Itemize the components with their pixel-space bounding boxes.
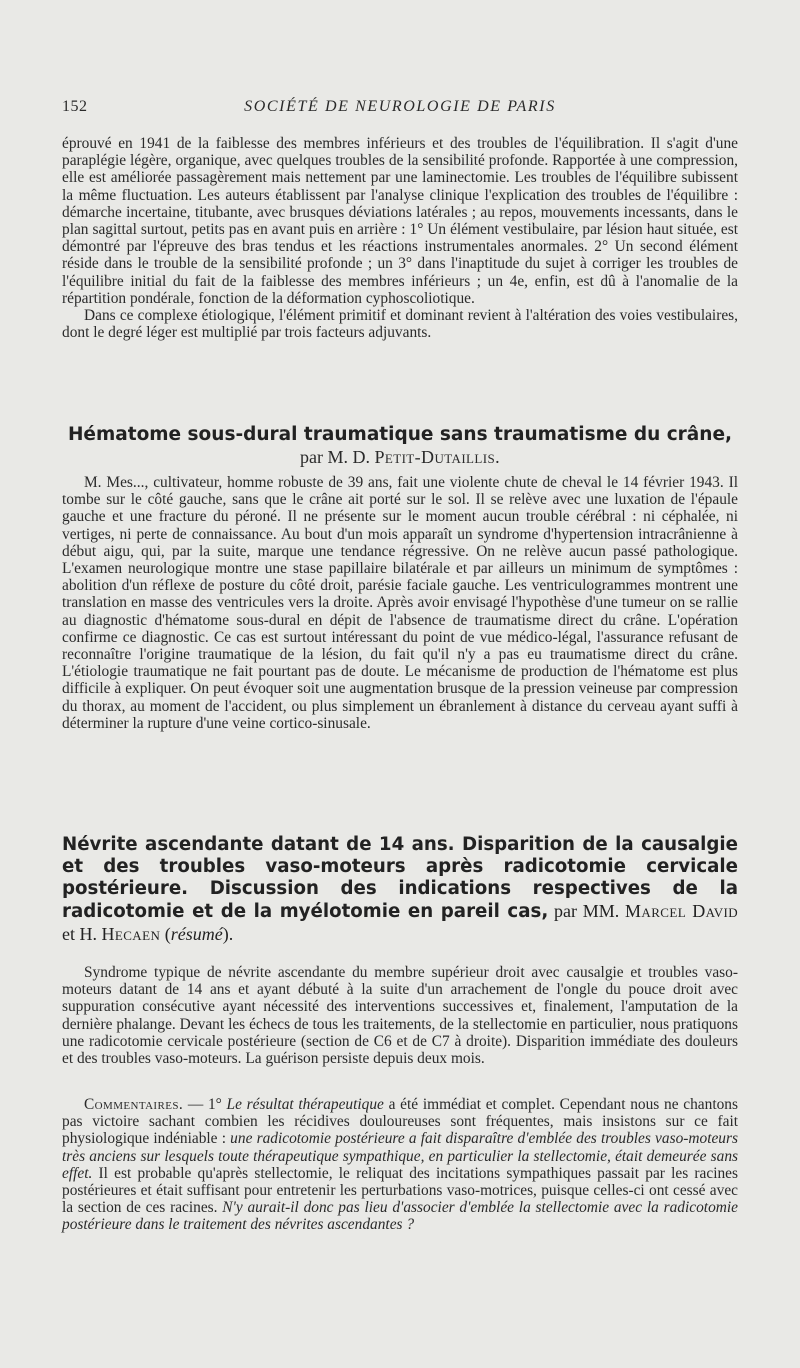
article-body <box>62 964 738 1067</box>
byline-prefix: par MM. <box>548 901 626 921</box>
running-head <box>62 98 738 122</box>
commentary <box>62 1096 738 1234</box>
resume-note: résumé <box>170 924 223 944</box>
article-byline <box>62 446 738 468</box>
text-run: Il est probable qu'après stellectomie, le reliquat des incitations sympathiques passait par les racines postérieures et était suffisant pour entretenir les perturbations vaso-motrices, puisque celles-ci ont cessé avec la section de ces racines. <box>62 1164 738 1217</box>
article-title-text: Névrite ascendante datant de 14 ans. Disparition de la causalgie et des troubles vaso-moteurs après radicotomie cervicale postérieure. Discussion des indications respectives de la radicotomie et de la myélotomie en pareil cas, <box>62 834 738 922</box>
text-run-italic: Le résultat thérapeutique <box>226 1096 384 1113</box>
paragraph: Syndrome typique de névrite ascendante du membre supérieur droit avec causalgie et troubles vaso-moteurs datant de 14 ans et ayant débuté à la suite d'un arrachement de l'ongle du pouce droit avec suppuration consécutive ayant nécessité des interventions successives et, finalement, l'amputation de la dernière phalange. Devant les échecs de tous les traitements, de la stellectomie en particulier, nous pratiquons une radicotomie cervicale postérieure (section de C6 et de C7 à droite). Disparition immédiate des douleurs et des troubles vaso-moteurs. La guérison persiste depuis deux mois. <box>62 964 738 1068</box>
article-title: Hématome sous-dural traumatique sans traumatisme du crâne, <box>67 424 733 445</box>
text-run: — 1° <box>183 1096 227 1113</box>
article-title <box>62 834 738 946</box>
journal-title: SOCIÉTÉ DE NEUROLOGIE DE PARIS <box>244 98 556 115</box>
commentary-label: Commentaires. <box>84 1096 184 1113</box>
paragraph: éprouvé en 1941 de la faiblesse des membres inférieurs et des troubles de l'équilibration. Il s'agit d'une paraplégie légère, organique, avec quelques troubles de la sensibilité profonde. Rapportée à une compression, elle est améliorée passagèrement mais nettement par une laminectomie. Les troubles de l'équilibre subissent la même fluctuation. Les auteurs établissent par l'analyse clinique l'explication des troubles de l'équilibre : démarche incertaine, titubante, avec brusques déviations latérales ; au repos, mouvements incessants, dans le plan sagittal surtout, petits pas en avant puis en arrière : 1° Un élément vestibulaire, par lésion haut située, est démontré par l'épreuve des bras tendus et les réactions instrumentales anormales. 2° Un second élément réside dans le trouble de la sensibilité profonde ; un 3° dans l'inaptitude du sujet à corriger les troubles de l'équilibre initial du fait de la faiblesse des membres inférieurs ; un 4e, enfin, est dû à l'anomalie de la répartition pondérale, fonction de la déformation cyphoscoliotique. <box>62 135 738 307</box>
byline-prefix: par M. D. <box>299 447 375 467</box>
byline-and: et H. <box>62 924 102 944</box>
author-name: Petit-Dutaillis. <box>374 447 500 467</box>
text-run-italic: une radicotomie postérieure a fait disparaître d'emblée des troubles vaso-moteurs très anciens sur lesquels toute thérapeutique sympathique, en particulier la stellectomie, était demeurée sans effet. <box>62 1130 738 1182</box>
continuation-text <box>62 135 738 341</box>
page-number: 152 <box>62 98 88 115</box>
author-name: Hecaen <box>101 924 161 944</box>
text-run: a été immédiat et complet. Cependant nous ne chantons pas victoire sachant combien les récidives douloureuses sont fréquentes, mais insistons sur ce fait physiologique indéniable : <box>62 1096 738 1148</box>
article-body <box>62 474 738 732</box>
paragraph: M. Mes..., cultivateur, homme robuste de 39 ans, fait une violente chute de cheval le 14 février 1943. Il tombe sur le côté gauche, sans que le crâne ait porté sur le sol. Il se relève avec une luxation de l'épaule gauche et une fracture du péroné. Il ne présente sur le moment aucun trouble cérébral : ni céphalée, ni vertiges, ni perte de connaissance. Au bout d'un mois apparaît un syndrome d'hypertension intracrânienne à début aigu, qui, par la suite, marque une tendance régressive. On ne relève aucun passé pathologique. L'examen neurologique montre une stase papillaire bilatérale et par ailleurs un minimum de symptômes : abolition d'un réflexe de posture du côté droit, parésie faciale gauche. Les ventriculogrammes montrent une translation en masse des ventricules vers la droite. Après avoir envisagé l'hypothèse d'une tumeur on se rallie au diagnostic d'hématome sous-dural en dépit de l'absence de traumatisme direct du crâne. L'opération confirme ce diagnostic. Ce cas est surtout intéressant du point de vue médico-légal, l'assurance refusant de reconnaître l'origine traumatique de la lésion, du fait qu'il n'y a pas eu traumatisme direct du crâne. L'étiologie traumatique ne fait pourtant pas de doute. Le mécanisme de production de l'hématome est plus difficile à expliquer. On peut évoquer soit une augmentation brusque de la pression veineuse par compression du thorax, au moment de l'accident, ou plus simplement un ébranlement à distance du cerveau ayant suffi à déterminer la rupture d'une veine cortico-sinusale. <box>62 474 738 732</box>
article-byline: par MM. Marcel David et H. Hecaen (résumé). <box>62 901 739 944</box>
author-name: Marcel David <box>625 901 739 921</box>
paragraph <box>62 1096 738 1234</box>
paragraph: Dans ce complexe étiologique, l'élément primitif et dominant revient à l'altération des voies vestibulaires, dont le degré léger est multiplié par trois facteurs adjuvants. <box>62 307 738 342</box>
text-run-italic: N'y aurait-il donc pas lieu d'associer d'emblée la stellectomie avec la radicotomie postérieure dans le traitement des névrites ascendantes ? <box>62 1199 738 1234</box>
